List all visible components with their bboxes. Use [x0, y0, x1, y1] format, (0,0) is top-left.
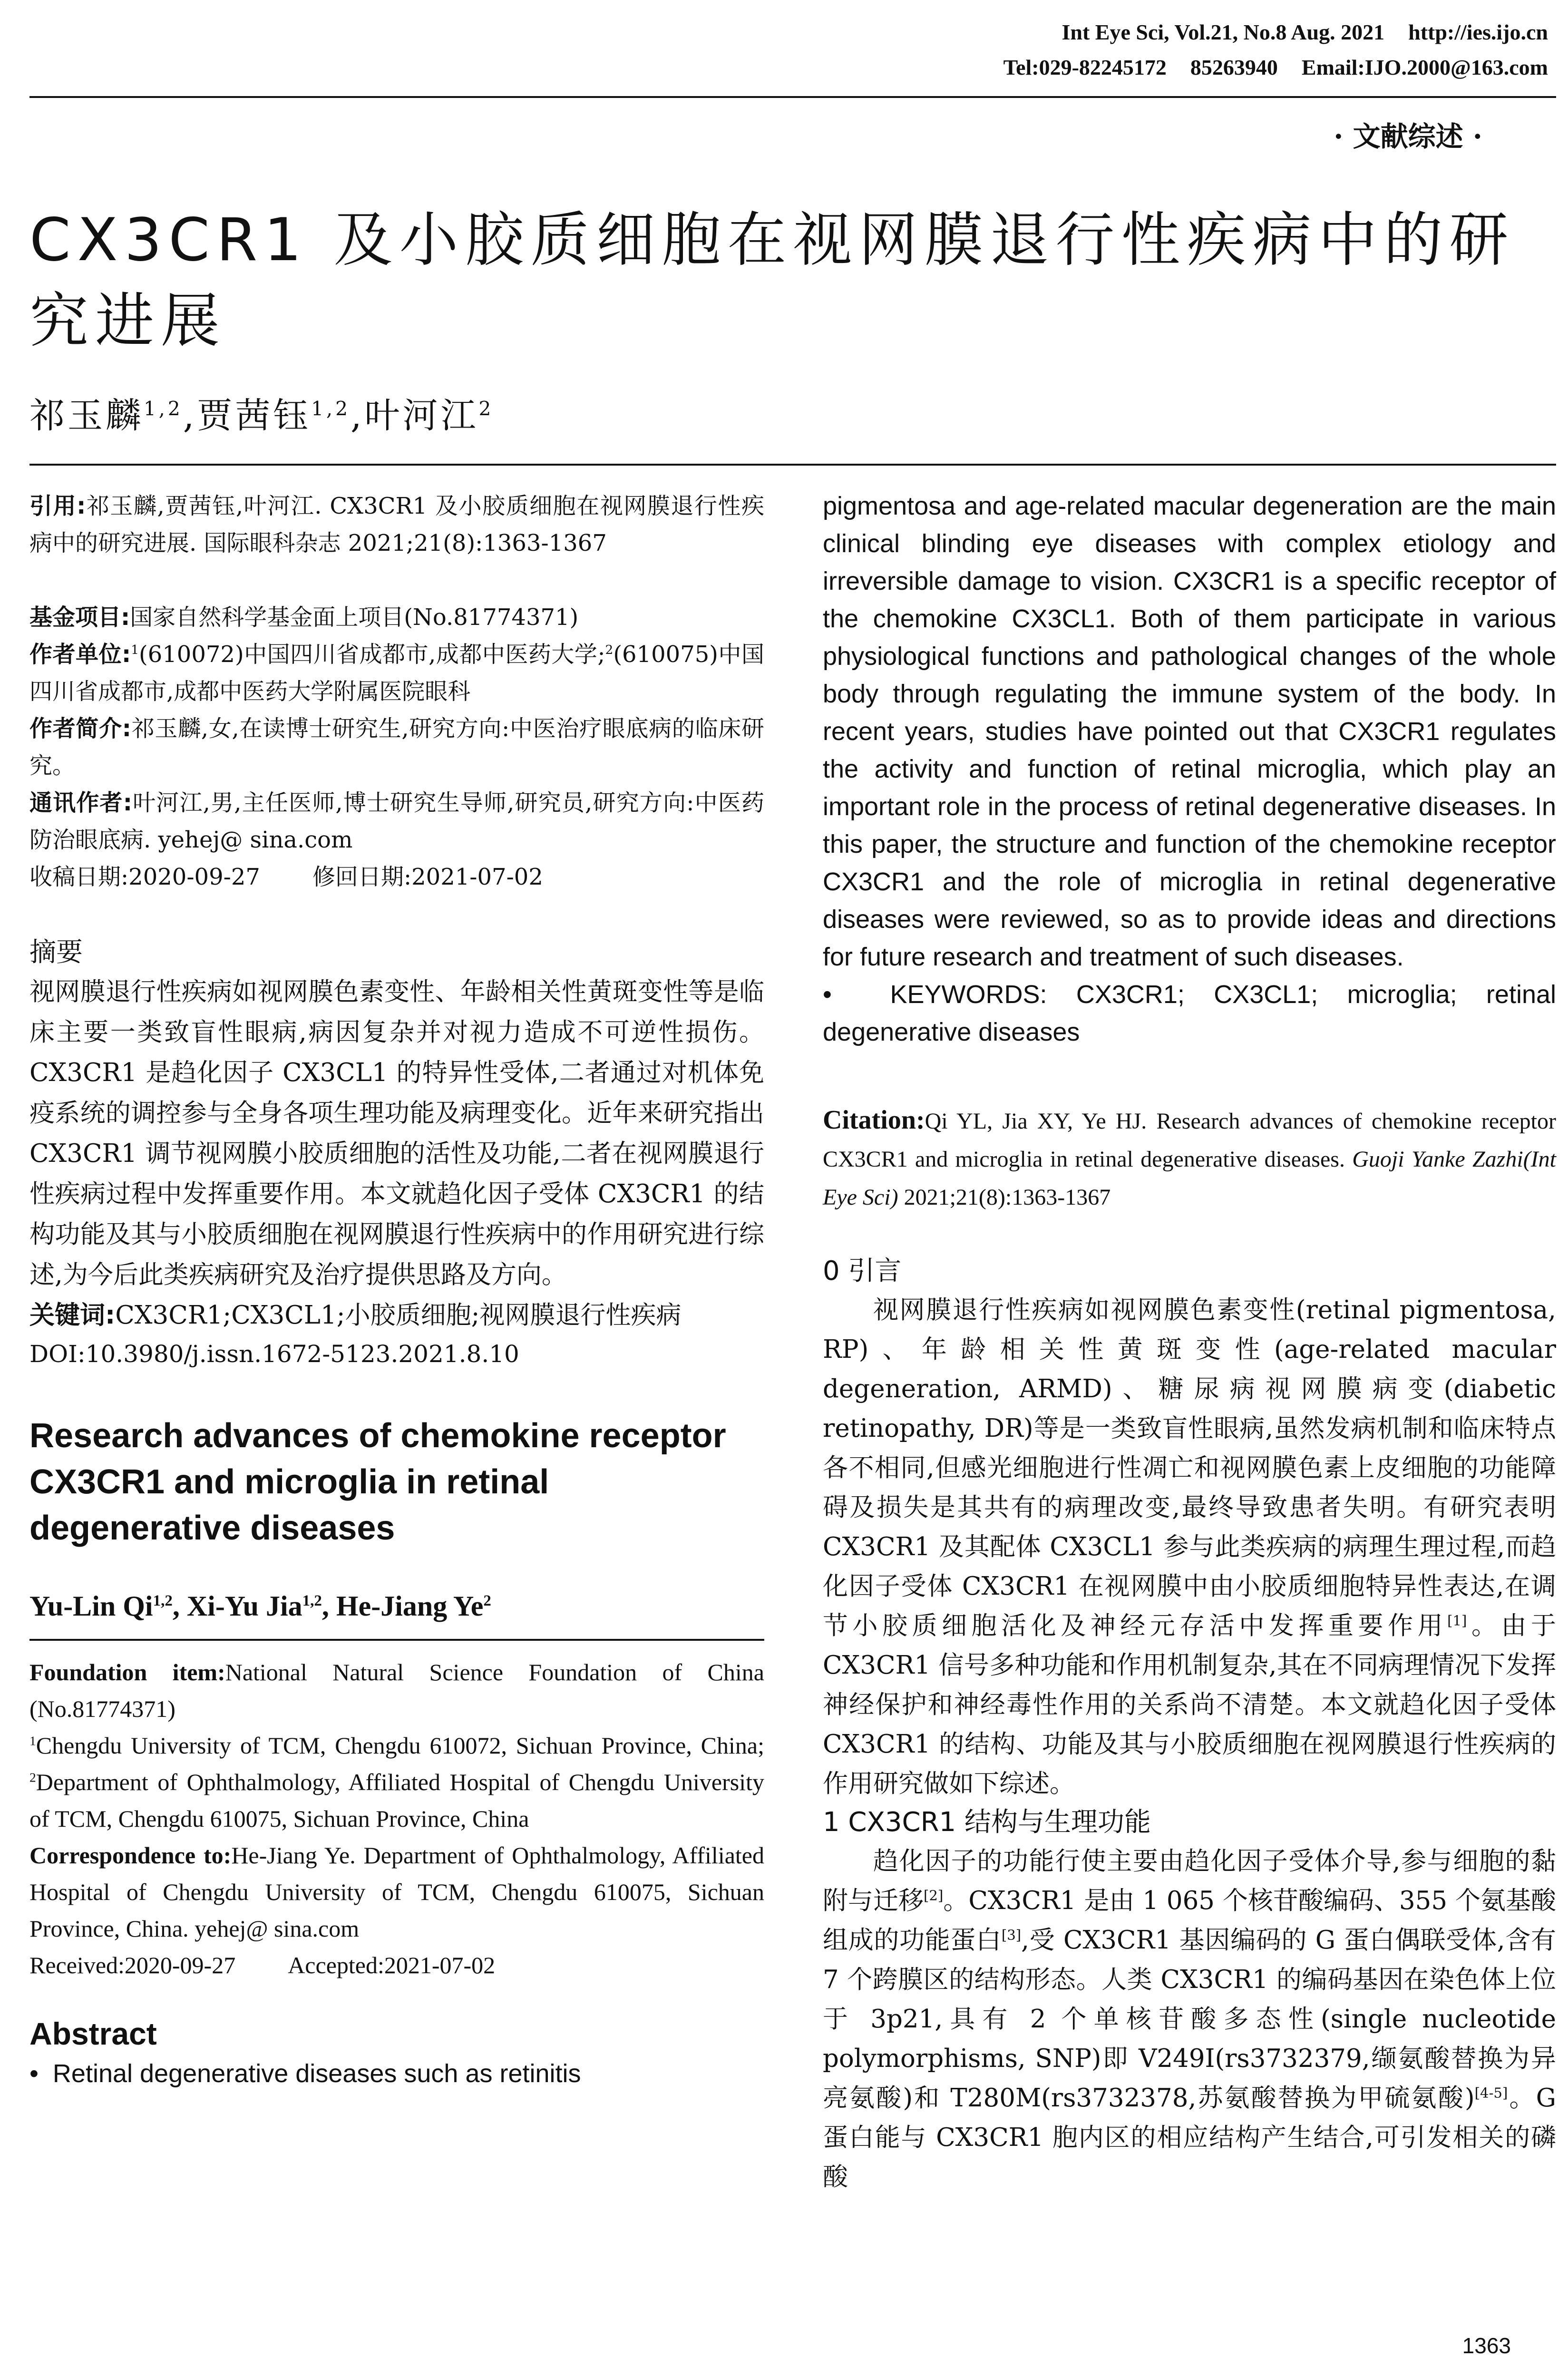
en-author-3-aff: 2 [483, 1592, 491, 1609]
dates-block [29, 858, 764, 896]
fi-text: National Natural Science Foundation of China (No.81774371) [29, 1659, 764, 1722]
corr-en-label: Correspondence to: [29, 1842, 232, 1869]
abstract-en-start-text: Retinal degenerative diseases such as retinitis [52, 2059, 581, 2088]
sec1-text-a: 趋化因子的功能行使主要由趋化因子受体介导,参与细胞的黏附与迁移 [823, 1847, 1556, 1915]
unit-block [29, 636, 764, 710]
author-2-aff: 1,2 [311, 397, 351, 420]
bullet-icon: • [823, 980, 890, 1009]
unit-text1: (610072)中国四川省成都市,成都中医药大学; [138, 641, 605, 668]
journal-tel2: 85263940 [1190, 55, 1278, 79]
author-1: 祁玉麟 [29, 395, 144, 436]
received-en: Received:2020-09-27 [29, 1952, 236, 1978]
authors-rule [29, 464, 1556, 466]
page-number: 1363 [1462, 2333, 1511, 2358]
abstract-en-start [29, 2055, 764, 2093]
en-authors: Yu-Lin Qi$^{1,2}$, Xi-Yu Jia$^{1,2}$, He-Jiang Ye$^2$ [29, 1590, 491, 1622]
citation-journal: Guoji Yanke Zazhi(Int Eye Sci) [823, 1147, 1556, 1210]
en-author-3: He-Jiang Ye [336, 1590, 484, 1622]
sec0-paragraph [823, 1290, 1556, 1803]
aff-text1: Chengdu University of TCM, Chengdu 610072, Sichuan Province, China; [36, 1732, 764, 1759]
journal-info: Int Eye Sci, Vol.21, No.8 Aug. 2021 [1062, 20, 1385, 44]
sec1-paragraph [823, 1841, 1556, 2197]
fund-block [29, 599, 764, 636]
correspondence-en [29, 1837, 764, 1947]
author-sep: , [350, 395, 365, 436]
citation-tail: 2021;21(8):1363-1367 [904, 1185, 1111, 1210]
corr-text: 叶河江,男,主任医师,博士研究生导师,研究员,研究方向:中医药防治眼底病. yehej@ sina.com [29, 789, 764, 853]
fund-label: 基金项目: [29, 604, 130, 631]
foundation-item [29, 1654, 764, 1727]
kw-en-label: KEYWORDS: [890, 980, 1047, 1009]
author-3-aff: 2 [478, 397, 494, 420]
journal-header-line1 [1062, 18, 1548, 47]
abstract-en-title: Abstract [29, 2016, 157, 2051]
sec1-text-b: 。CX3CR1 是由 1 065 个核苷酸编码、355 个氨基酸组成的功能蛋白 [823, 1886, 1556, 1955]
sec0-text-b: 。由于 CX3CR1 信号多种功能和作用机制复杂,其在不同病理情况下发挥神经保护和神经毒性作用的关系尚不清楚。本文就趋化因子受体 CX3CR1 的结构、功能及其与小胶质细胞在视网膜退行性疾病的作用研究做如下综述。 [823, 1611, 1557, 1798]
cite-label: 引用: [29, 493, 86, 519]
corr-label: 通讯作者: [29, 789, 132, 816]
ref-4-5[interactable]: [4-5] [1474, 2085, 1508, 2101]
abstract-cn: 视网膜退行性疾病如视网膜色素变性、年龄相关性黄斑变性等是临床主要一类致盲性眼病,病因复杂并对视力造成不可逆性损伤。CX3CR1 是趋化因子 CX3CL1 的特异性受体,二者通过对机体免疫系统的调控参与全身各项生理功能及病理变化。近年来研究指出 CX3CR1 调节视网膜小胶质细胞的活性及功能,二者在视网膜退行性疾病过程中发挥重要作用。本文就趋化因子受体 CX3CR1 的结构功能及其与小胶质细胞在视网膜退行性疾病中的作用研究进行综述,为今后此类疾病研究及治疗提供思路及方向。 [29, 977, 764, 1289]
fund-text: 国家自然科学基金面上项目(No.81774371) [130, 604, 579, 631]
keywords-cn [29, 1295, 764, 1335]
accepted-en: Accepted:2021-07-02 [288, 1952, 496, 1978]
keywords-text: CX3CR1;CX3CL1;小胶质细胞;视网膜退行性疾病 [115, 1301, 682, 1330]
doi[interactable]: DOI:10.3980/j.issn.1672-5123.2021.8.10 [29, 1340, 519, 1368]
en-author-1-aff: 1,2 [153, 1592, 173, 1609]
unit-label: 作者单位: [29, 641, 131, 668]
aff-text2: Department of Ophthalmology, Affiliated Hospital of Chengdu University of TCM, Chengdu 610075, Sichuan Province, China [29, 1769, 764, 1832]
header-rule [29, 96, 1556, 98]
en-author-1: Yu-Lin Qi [29, 1590, 153, 1622]
ref-3[interactable]: [3] [1001, 1927, 1022, 1943]
authors-cn [29, 388, 494, 438]
en-author-2: Xi-Yu Jia [186, 1590, 302, 1622]
intro-block [29, 710, 764, 784]
intro-text: 祁玉麟,女,在读博士研究生,研究方向:中医治疗眼底病的临床研究。 [29, 715, 765, 779]
unit-sup2: 2 [605, 643, 614, 657]
page-title: CX3CR1 及小胶质细胞在视网膜退行性疾病中的研究进展 [29, 206, 1515, 355]
ref-1[interactable]: [1] [1447, 1612, 1467, 1629]
bullet-icon: • [29, 2059, 53, 2088]
author-3: 叶河江 [364, 395, 479, 436]
keywords-label: 关键词: [29, 1301, 116, 1330]
corr-en-text: He-Jiang Ye. Department of Ophthalmology, Affiliated Hospital of Chengdu University of TCM, Chengdu 610075, Sichuan Province, China. yehej@ sina.com [29, 1842, 764, 1942]
aff-sup2: 2 [29, 1770, 36, 1785]
journal-url[interactable]: http://ies.ijo.cn [1408, 20, 1548, 44]
sec1-title: 1 CX3CR1 结构与生理功能 [823, 1807, 1151, 1838]
dates-en [29, 1947, 764, 1984]
right-column [823, 487, 1556, 2197]
corr-block [29, 784, 764, 858]
cite-block [29, 487, 764, 562]
author-1-aff: 1,2 [144, 397, 183, 420]
aff-sup1: 1 [29, 1733, 36, 1748]
journal-header-line2 [1003, 53, 1548, 82]
sec0-title: 0 引言 [823, 1256, 902, 1286]
author-2: 贾茜钰 [197, 395, 312, 436]
citation-text: Qi YL, Jia XY, Ye HJ. Research advances of chemokine receptor CX3CR1 and microglia in retinal degenerative diseases. [823, 1109, 1556, 1172]
ref-2[interactable]: [2] [924, 1887, 944, 1904]
en-author-2-aff: 1,2 [302, 1592, 322, 1609]
revised-date: 修回日期:2021-07-02 [312, 864, 543, 890]
citation-block [823, 1101, 1556, 1217]
left-column [29, 487, 764, 2093]
fi-label: Foundation item: [29, 1659, 225, 1685]
sec1-text-d: 。G 蛋白能与 CX3CR1 胞内区的相应结构产生结合,可引发相关的磷酸 [823, 2084, 1556, 2192]
received-date: 收稿日期:2020-09-27 [29, 864, 260, 890]
unit-sup1: 1 [131, 643, 139, 657]
sec0-text-a: 视网膜退行性疾病如视网膜色素变性(retinal pigmentosa, RP)、年龄相关性黄斑变性(age-related macular degeneration, ARMD)、糖尿病视网膜病变(diabetic retinopathy, DR)等是一类致盲性眼病,虽然发病机制和临床特点各不相同,但感光细胞进行性凋亡和视网膜色素上皮细胞的功能障碍及损失是其共有的病理改变,最终导致患者失明。有研究表明 CX3CR1 及其配体 CX3CL1 参与此类疾病的病理生理过程,而趋化因子受体 CX3CR1 在视网膜中由小胶质细胞特异性表达,在调节小胶质细胞活化及神经元存活中发挥重要作用 [823, 1296, 1556, 1640]
journal-email[interactable]: Email:IJO.2000@163.com [1301, 55, 1548, 79]
abstract-cn-title: 摘要 [29, 937, 83, 968]
unit-text2: (610075)中国四川省成都市,成都中医药大学附属医院眼科 [29, 641, 764, 705]
kw-en-text: CX3CR1; CX3CL1; microglia; retinal degenerative diseases [823, 980, 1556, 1046]
journal-tel: Tel:029-82245172 [1003, 55, 1167, 79]
section-tag: · 文献综述 · [1334, 120, 1482, 153]
sec1-text-c: ,受 CX3CR1 基因编码的 G 蛋白偶联受体,含有 7 个跨膜区的结构形态。人类 CX3CR1 的编码基因在染色体上位于 3p21,具有 2 个单核苷酸多态性(single nucleotide polymorphisms, SNP)即 V249I(rs3732379,缬氨酸替换为异亮氨酸)和 T280M(rs3732378,苏氨酸替换为甲硫氨酸) [823, 1926, 1557, 2113]
author-sep: , [183, 395, 197, 436]
en-title: Research advances of chemokine receptor CX3CR1 and microglia in retinal degenerative diseases [29, 1417, 726, 1547]
intro-label: 作者简介: [29, 715, 132, 742]
citation-label: Citation: [823, 1105, 925, 1135]
cite-text: 祁玉麟,贾茜钰,叶河江. CX3CR1 及小胶质细胞在视网膜退行性疾病中的研究进展. 国际眼科杂志 2021;21(8):1363-1367 [29, 493, 764, 556]
affiliations-en [29, 1727, 764, 1837]
abstract-en-cont: pigmentosa and age-related macular degeneration are the main clinical blinding eye diseases with complex etiology and irreversible damage to vision. CX3CR1 is a specific receptor of the chemokine CX3CL1. Both of them participate in various physiological functions and pathological changes of the whole body through regulating the immune system of the body. In recent years, studies have pointed out that CX3CR1 regulates the activity and function of retinal microglia, which play an important role in the process of retinal degenerative diseases. In this paper, the structure and function of the chemokine receptor CX3CR1 and the role of microglia in retinal degenerative diseases were reviewed, so as to provide ideas and directions for future research and treatment of such diseases. [823, 492, 1556, 971]
keywords-en [823, 976, 1556, 1051]
